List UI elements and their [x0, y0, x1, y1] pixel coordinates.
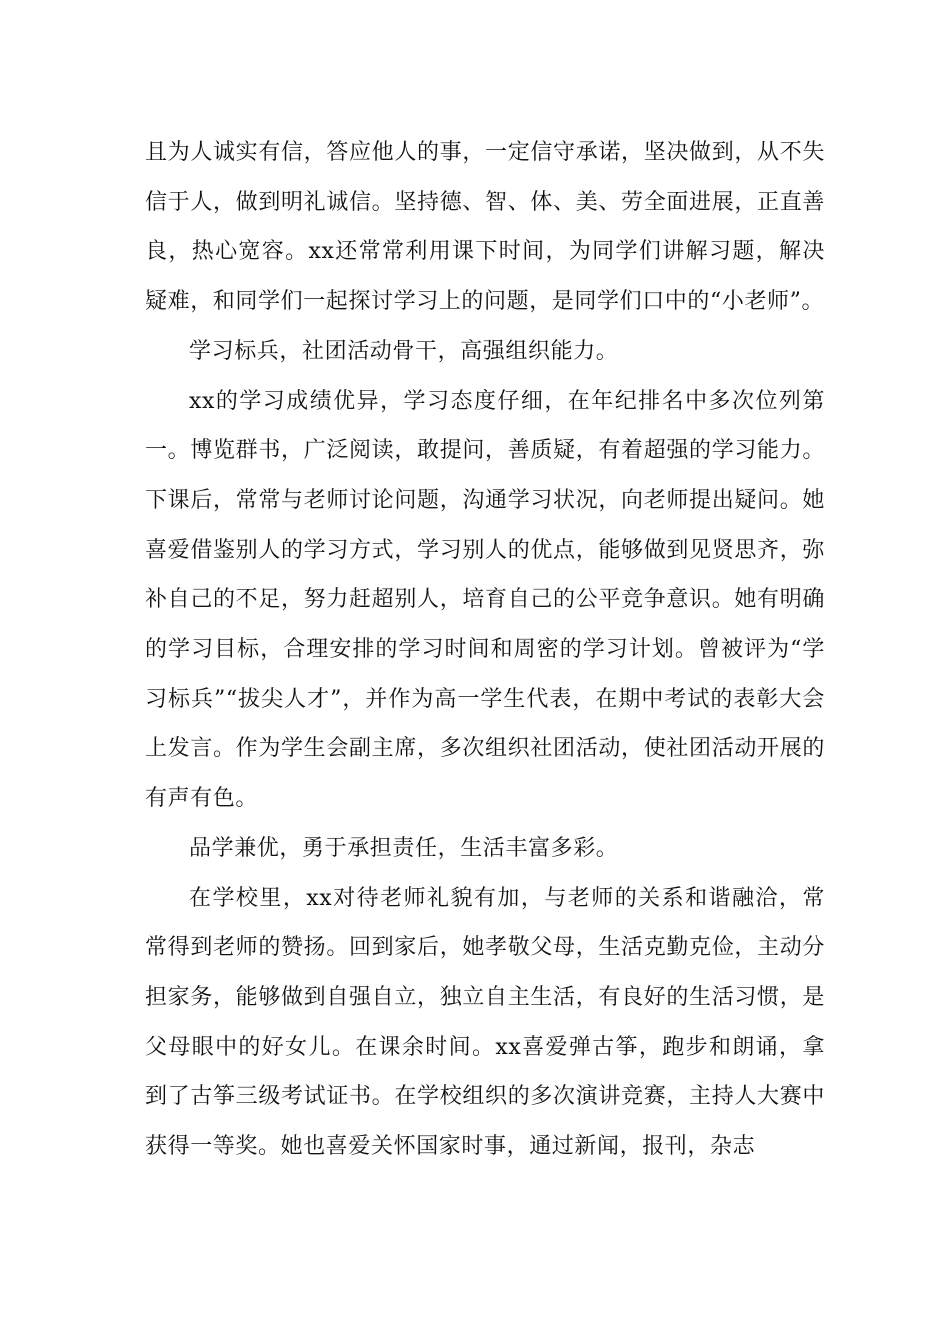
paragraph-3: xx的学习成绩优异，学习态度仔细，在年纪排名中多次位列第一。博览群书，广泛阅读，敢提问，善质疑，有着超强的学习能力。下课后，常常与老师讨论问题，沟通学习状况，向老师提出疑问。她喜爱借鉴别人的学习方式，学习别人的优点，能够做到见贤思齐，弥补自己的不足，努力赶超别人，培育自己的公平竞争意识。她有明确的学习目标，合理安排的学习时间和周密的学习计划。曾被评为“学习标兵”“拔尖人才”，并作为高一学生代表，在期中考试的表彰大会上发言。作为学生会副主席，多次组织社团活动，使社团活动开展的有声有色。 — [145, 388, 825, 812]
paragraph-2-heading: 学习标兵，社团活动骨干，高强组织能力。 — [189, 338, 619, 364]
paragraph-5: 在学校里，xx对待老师礼貌有加，与老师的关系和谐融洽，常常得到老师的赞扬。回到家后，她孝敬父母，生活克勤克俭，主动分担家务，能够做到自强自立，独立自主生活，有良好的生活习惯，是父母眼中的好女儿。在课余时间。xx喜爱弹古筝，跑步和朗诵，拿到了古筝三级考试证书。在学校组织的多次演讲竞赛，主持人大赛中获得一等奖。她也喜爱关怀国家时事，通过新闻，报刊，杂志 — [145, 885, 825, 1160]
paragraph-1: 且为人诚实有信，答应他人的事，一定信守承诺，坚决做到，从不失信于人，做到明礼诚信。坚持德、智、体、美、劳全面进展，正直善良，热心宽容。xx还常常利用课下时间，为同学们讲解习题，解决疑难，和同学们一起探讨学习上的问题，是同学们口中的“小老师”。 — [145, 140, 825, 315]
document-body — [145, 128, 825, 1172]
paragraph-4-heading: 品学兼优，勇于承担责任，生活丰富多彩。 — [189, 835, 619, 861]
